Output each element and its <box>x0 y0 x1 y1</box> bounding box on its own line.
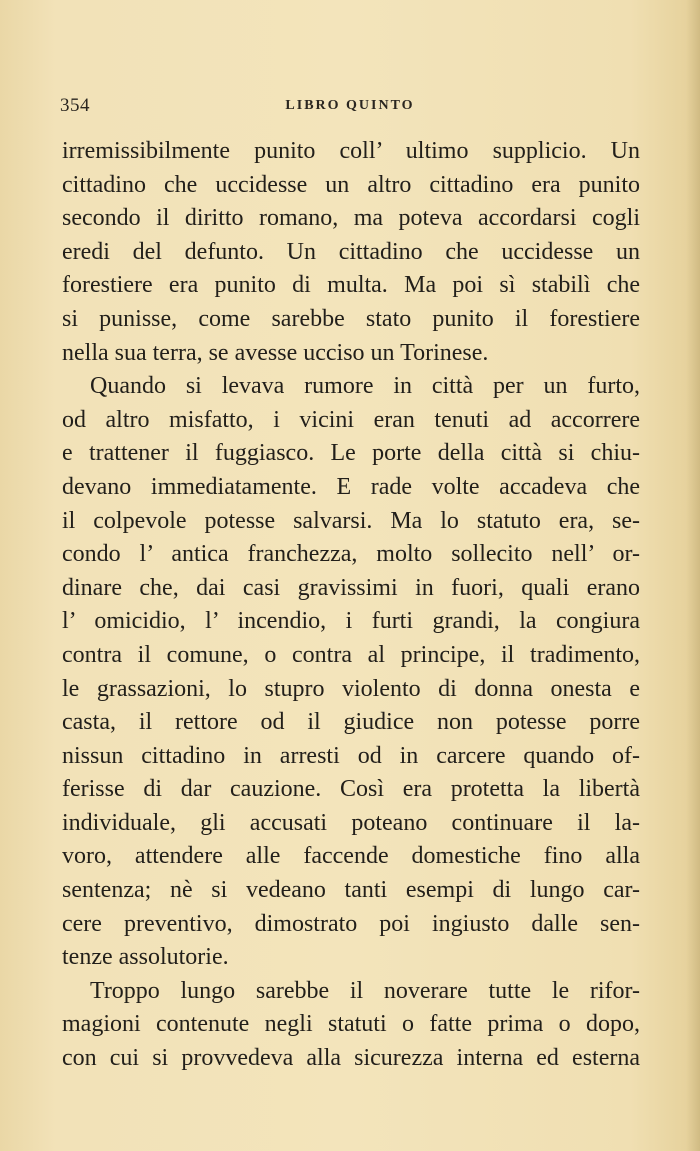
text-line: ferisse di dar cauzione. Così era protetta la libertà <box>62 776 640 803</box>
text-line: condo l’ antica franchezza, molto sollecito nell’ or- <box>62 541 640 568</box>
text-line: dinare che, dai casi gravissimi in fuori, quali erano <box>62 574 640 601</box>
text-line: tenze assolutorie. <box>62 944 229 971</box>
text-line: nella sua terra, se avesse ucciso un Torinese. <box>62 339 489 366</box>
text-line: l’ omicidio, l’ incendio, i furti grandi, la congiura <box>62 608 640 635</box>
page-edge-shadow <box>686 0 700 1151</box>
text-line: casta, il rettore od il giudice non potesse porre <box>62 709 640 736</box>
text-line: contra il comune, o contra al principe, il tradimento, <box>62 641 640 668</box>
paragraph <box>62 135 640 370</box>
page-number: 354 <box>60 95 90 116</box>
paragraph <box>62 975 640 1076</box>
text-line: sentenza; nè si vedeano tanti esempi di lungo car- <box>62 877 640 904</box>
text-line: il colpevole potesse salvarsi. Ma lo statuto era, se- <box>62 507 640 534</box>
text-line: cere preventivo, dimostrato poi ingiusto dalle sen- <box>62 910 640 937</box>
text-line: forestiere era punito di multa. Ma poi sì stabilì che <box>62 272 640 299</box>
text-line: od altro misfatto, i vicini eran tenuti ad accorrere <box>62 406 640 433</box>
text-line: eredi del defunto. Un cittadino che uccidesse un <box>62 238 640 265</box>
text-line: nissun cittadino in arresti od in carcere quando of- <box>62 742 640 769</box>
text-line: cittadino che uccidesse un altro cittadino era punito <box>62 171 640 198</box>
text-line: voro, attendere alle faccende domestiche fino alla <box>62 843 640 870</box>
paragraph <box>62 370 640 975</box>
body-text <box>62 135 640 1076</box>
text-line: Quando si levava rumore in città per un furto, <box>90 373 640 400</box>
text-line: individuale, gli accusati poteano continuare il la- <box>62 809 640 836</box>
text-line: con cui si provvedeva alla sicurezza interna ed esterna <box>62 1045 640 1072</box>
running-title: LIBRO QUINTO <box>285 98 415 113</box>
text-line: irremissibilmente punito coll’ ultimo supplicio. Un <box>62 138 640 164</box>
page-header <box>60 95 640 117</box>
text-line: le grassazioni, lo stupro violento di donna onesta e <box>62 675 640 702</box>
text-line: e trattener il fuggiasco. Le porte della città si chiu- <box>62 440 640 467</box>
text-line: Troppo lungo sarebbe il noverare tutte le rifor- <box>90 977 640 1004</box>
text-line: devano immediatamente. E rade volte accadeva che <box>62 473 640 500</box>
text-line: secondo il diritto romano, ma poteva accordarsi cogli <box>62 205 640 232</box>
text-line: si punisse, come sarebbe stato punito il forestiere <box>62 305 640 332</box>
text-line: magioni contenute negli statuti o fatte prima o dopo, <box>62 1011 640 1038</box>
